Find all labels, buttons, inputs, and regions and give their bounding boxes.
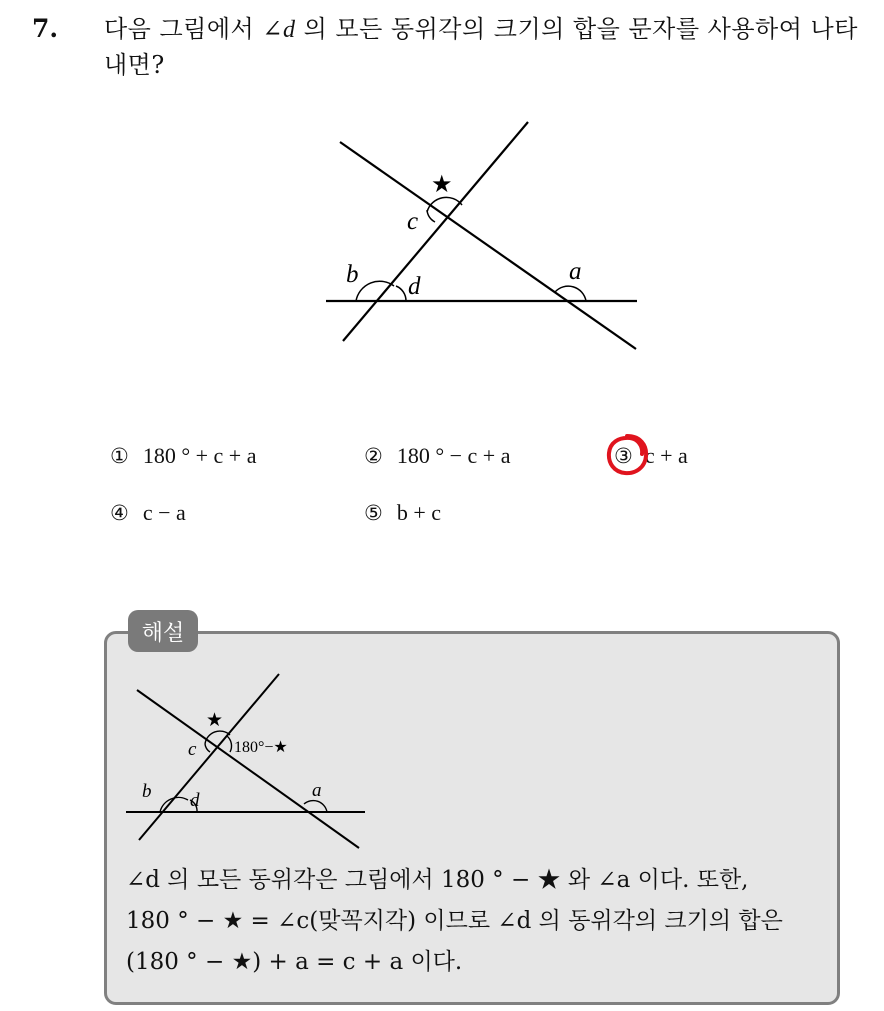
exp-label-a: a <box>312 780 322 801</box>
exp-c-arc <box>205 744 210 752</box>
explanation-line-1: ∠d 의 모든 동위각은 그림에서 180 ° − ★ 와 ∠a 이다. 또한, <box>126 867 749 893</box>
question-text-prefix: 다음 그림에서 <box>104 15 263 43</box>
exp-diagonal-line-1 <box>137 690 359 848</box>
choice-2-expr: 180 ° − c + a <box>396 443 511 468</box>
explanation-text <box>126 860 838 983</box>
choice-4-mark: ④ <box>110 501 129 525</box>
exp-label-c: c <box>188 739 197 760</box>
explanation-tag: 해설 <box>128 610 198 652</box>
exp-label-d: d <box>190 790 200 811</box>
explanation-line-3: (180 ° − ★) + a = c + a 이다. <box>126 949 463 975</box>
choice-1-mark: ① <box>110 444 129 468</box>
choice-2-mark: ② <box>364 444 383 468</box>
label-d: d <box>408 273 421 300</box>
exp-diagonal-line-2 <box>139 674 279 840</box>
choice-5-expr: b + c <box>396 500 441 525</box>
choice-5-mark: ⑤ <box>364 501 383 525</box>
choice-4-expr: c − a <box>142 500 186 525</box>
angle-var: d <box>282 17 296 43</box>
angle-symbol: ∠ <box>262 15 283 43</box>
exp-label-star: ★ <box>206 710 224 731</box>
choice-3-mark: ③ <box>614 444 633 468</box>
label-c: c <box>407 208 419 235</box>
exp-label-180-star: 180°−★ <box>234 739 288 756</box>
label-b: b <box>346 261 359 288</box>
explanation-line-2: 180 ° − ★ = ∠c(맞꼭지각) 이므로 ∠d 의 동위각의 크기의 합은 <box>126 908 783 934</box>
label-star: ★ <box>431 172 453 198</box>
choice-3-expr: c + a <box>644 443 688 468</box>
choice-1-expr: 180 ° + c + a <box>142 443 257 468</box>
label-a: a <box>569 258 582 285</box>
exp-supp-arc <box>227 736 232 752</box>
question-text-suffix: 의 모든 동위각의 크기의 합을 문자를 사용하여 나타내면? <box>104 15 858 79</box>
question-number: 7. <box>32 14 59 43</box>
exp-label-b: b <box>142 781 152 802</box>
